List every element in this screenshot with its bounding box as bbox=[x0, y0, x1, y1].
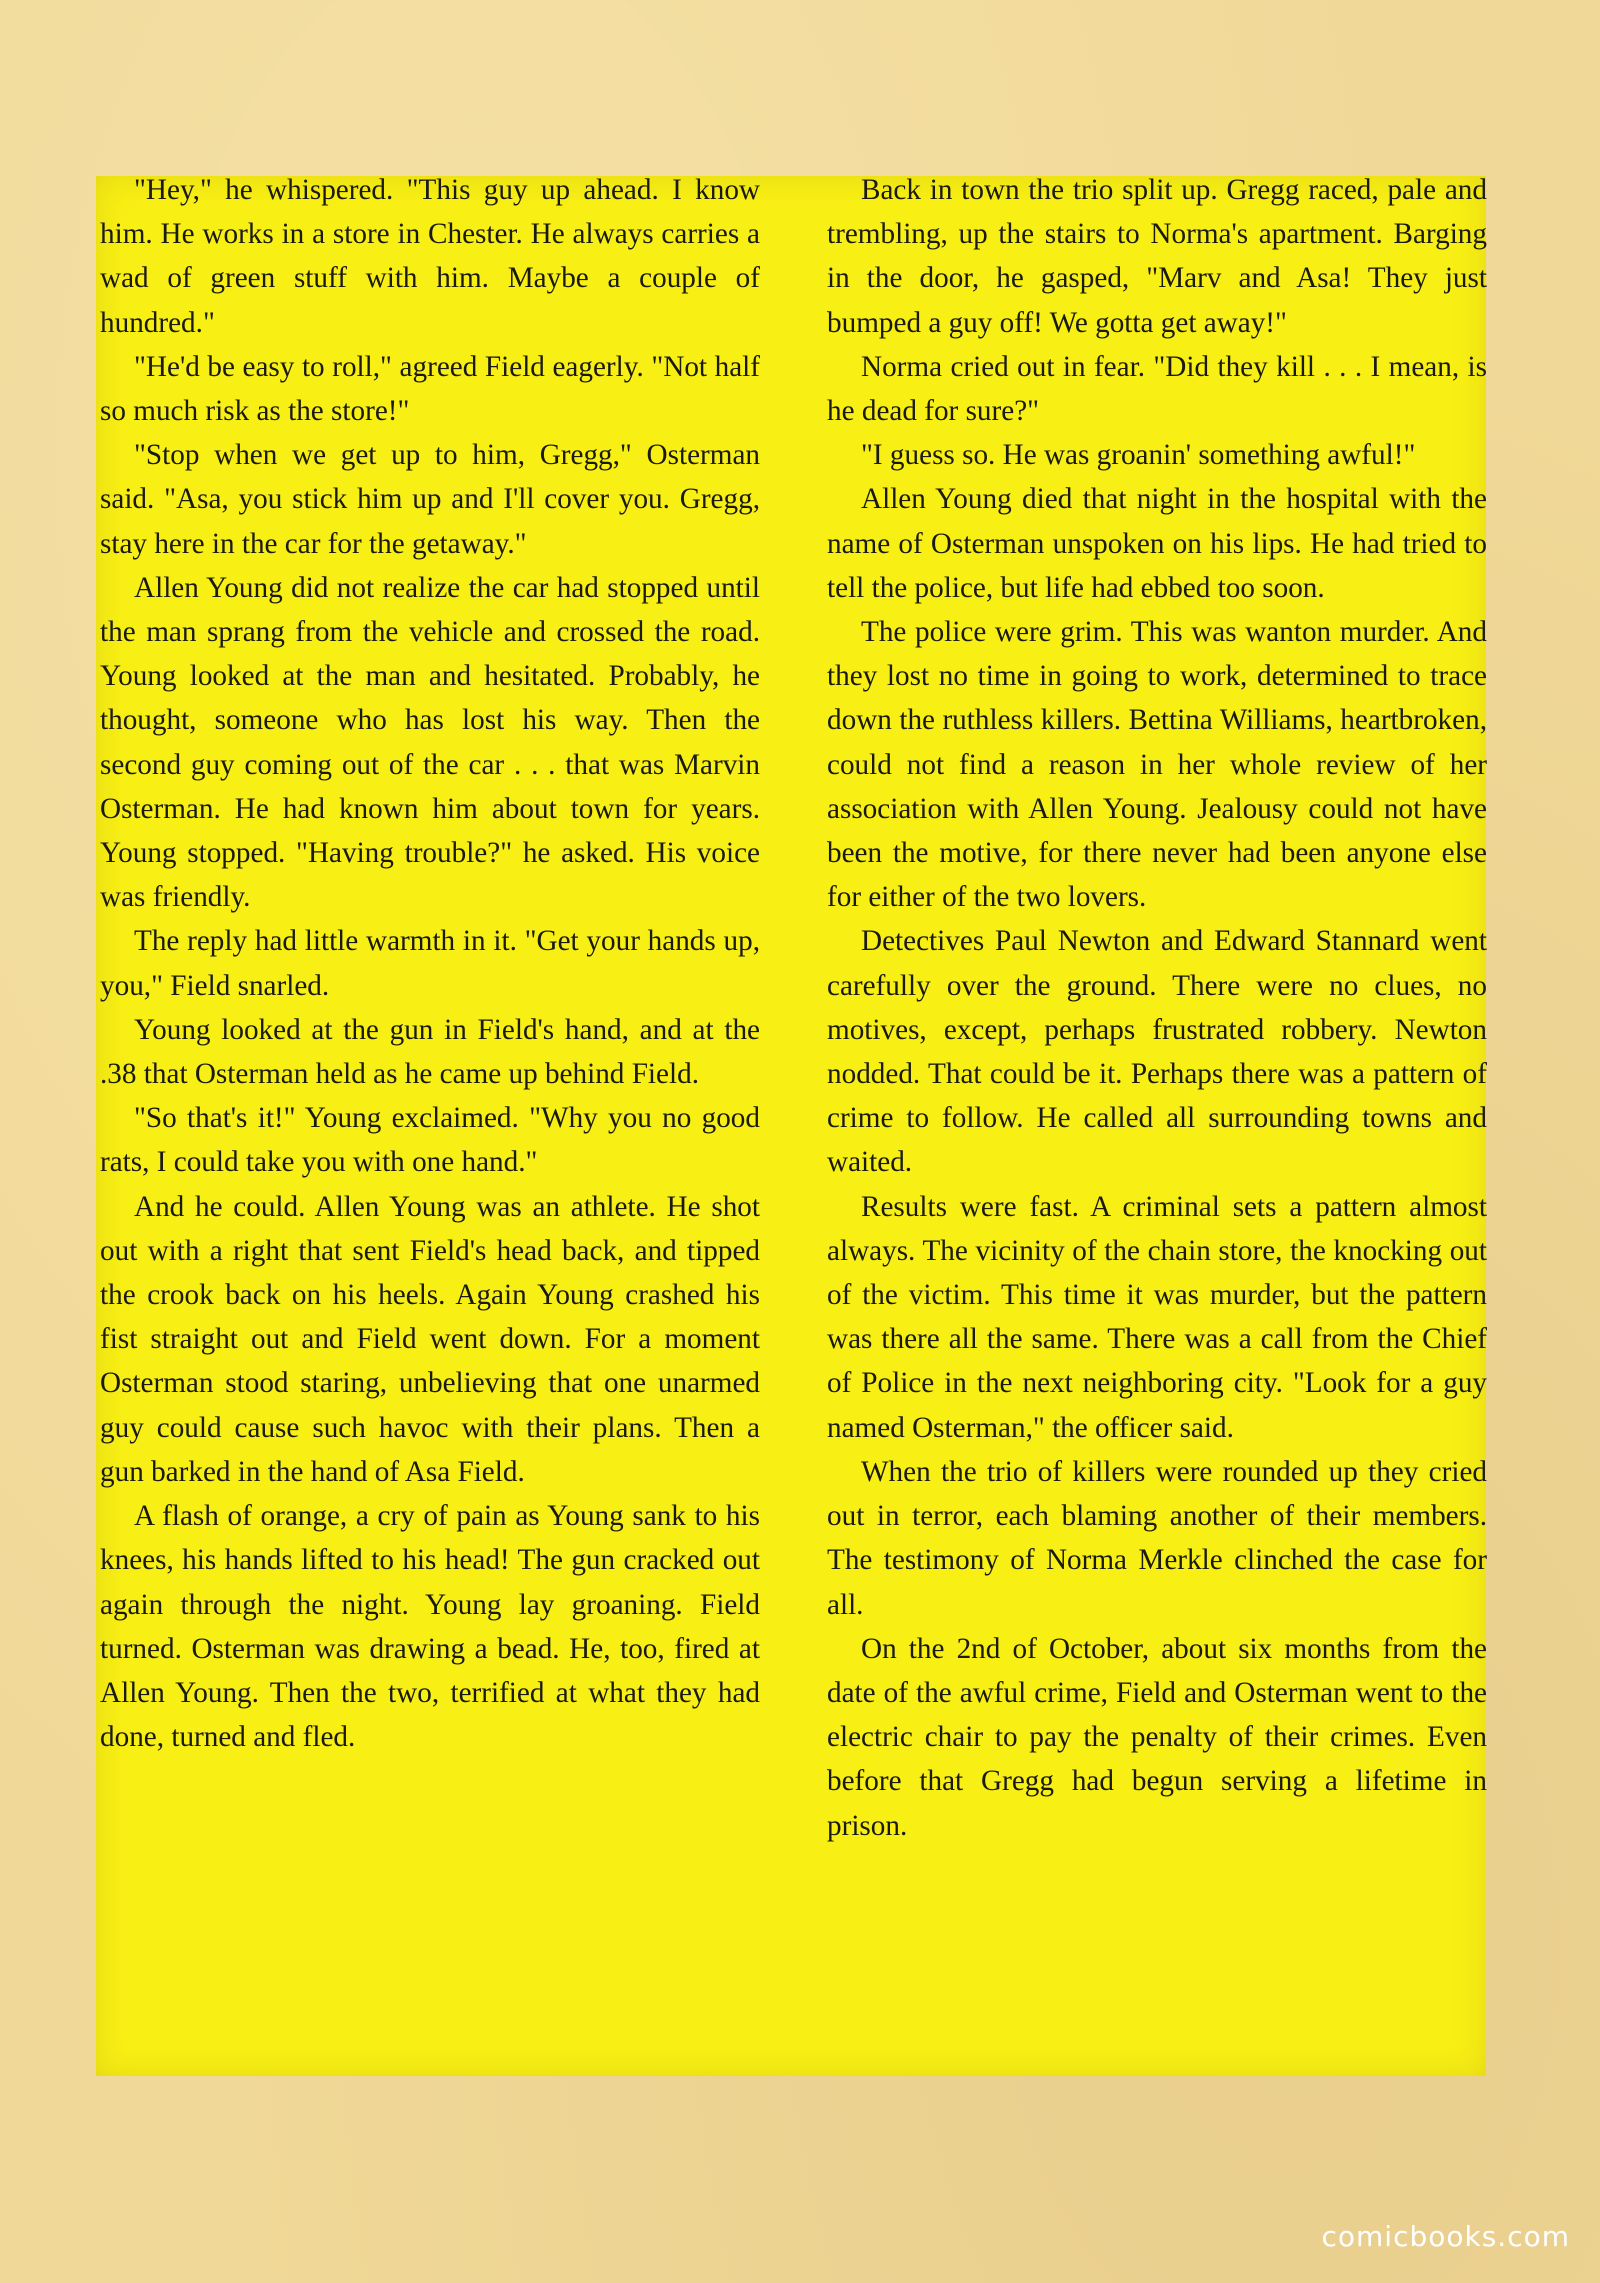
paragraph: The reply had little warmth in it. "Get your hands up, you," Field snarled. bbox=[100, 925, 760, 1002]
paragraph: Allen Young died that night in the hospital with the name of Osterman unspoken on his lips. He had tried to tell the police, but life had ebbed too soon. bbox=[827, 483, 1487, 604]
paragraph: "Stop when we get up to him, Gregg," Osterman said. "Asa, you stick him up and I'll cover you. Gregg, stay here in the car for the getaway." bbox=[100, 439, 760, 560]
paragraph: "I guess so. He was groanin' something awful!" bbox=[861, 439, 1416, 472]
right-text-column bbox=[827, 168, 1487, 1848]
paragraph: "He'd be easy to roll," agreed Field eagerly. "Not half so much risk as the store!" bbox=[100, 350, 760, 428]
paragraph: A flash of orange, a cry of pain as Young sank to his knees, his hands lifted to his head! The gun cracked out again through the night. Young lay groaning. Field turned. Osterman was drawing a bead. He, too, fired at Allen Young. Then the two, terrified at what they had done, turned and fled. bbox=[100, 1500, 760, 1754]
left-text-column bbox=[100, 168, 760, 1759]
paragraph: And he could. Allen Young was an athlete. He shot out with a right that sent Field's head back, and tipped the crook back on his heels. Again Young crashed his fist straight out and Field went down. For a moment Osterman stood staring, unbelieving that one unarmed guy could cause such havoc with their plans. Then a gun barked in the hand of Asa Field. bbox=[100, 1190, 760, 1488]
watermark: comicbooks.com bbox=[1321, 2220, 1570, 2253]
paragraph: "So that's it!" Young exclaimed. "Why you no good rats, I could take you with one hand." bbox=[100, 1102, 760, 1179]
paragraph: The police were grim. This was wanton murder. And they lost no time in going to work, determined to trace down the ruthless killers. Bettina Williams, heartbroken, could not find a reason in her whole review of her association with Allen Young. Jealousy could not have been the motive, for there never had been anyone else for either of the two lovers. bbox=[827, 616, 1487, 914]
paragraph: Detectives Paul Newton and Edward Stannard went carefully over the ground. There were no clues, no motives, except, perhaps frustrated robbery. Newton nodded. That could be it. Perhaps there was a pattern of crime to follow. He called all surrounding towns and waited. bbox=[827, 925, 1487, 1179]
paragraph: Back in town the trio split up. Gregg raced, pale and trembling, up the stairs to Norma's apartment. Barging in the door, he gasped, "Marv and Asa! They just bumped a guy off! We gotta get away!" bbox=[827, 174, 1487, 339]
paragraph: Norma cried out in fear. "Did they kill . . . I mean, is he dead for sure?" bbox=[827, 350, 1487, 428]
paragraph: Young looked at the gun in Field's hand, and at the .38 that Osterman held as he came up behind Field. bbox=[100, 1013, 760, 1091]
paragraph: When the trio of killers were rounded up they cried out in terror, each blaming another of their members. The testimony of Norma Merkle clinched the case for all. bbox=[827, 1455, 1487, 1621]
paragraph: Allen Young did not realize the car had stopped until the man sprang from the vehicle and crossed the road. Young looked at the man and hesitated. Probably, he thought, someone who has lost his way. Then the second guy coming out of the car . . . that was Marvin Osterman. He had known him about town for years. Young stopped. "Having trouble?" he asked. His voice was friendly. bbox=[100, 571, 760, 914]
paragraph: On the 2nd of October, about six months from the date of the awful crime, Field and Osterman went to the electric chair to pay the penalty of their crimes. Even before that Gregg had begun serving a lifetime in prison. bbox=[827, 1632, 1487, 1842]
paragraph: Results were fast. A criminal sets a pattern almost always. The vicinity of the chain store, the knocking out of the victim. This time it was murder, but the pattern was there all the same. There was a call from the Chief of Police in the next neighboring city. "Look for a guy named Osterman," the officer said. bbox=[827, 1190, 1487, 1444]
paragraph: "Hey," he whispered. "This guy up ahead. I know him. He works in a store in Chester. He always carries a wad of green stuff with him. Maybe a couple of hundred." bbox=[100, 174, 760, 339]
